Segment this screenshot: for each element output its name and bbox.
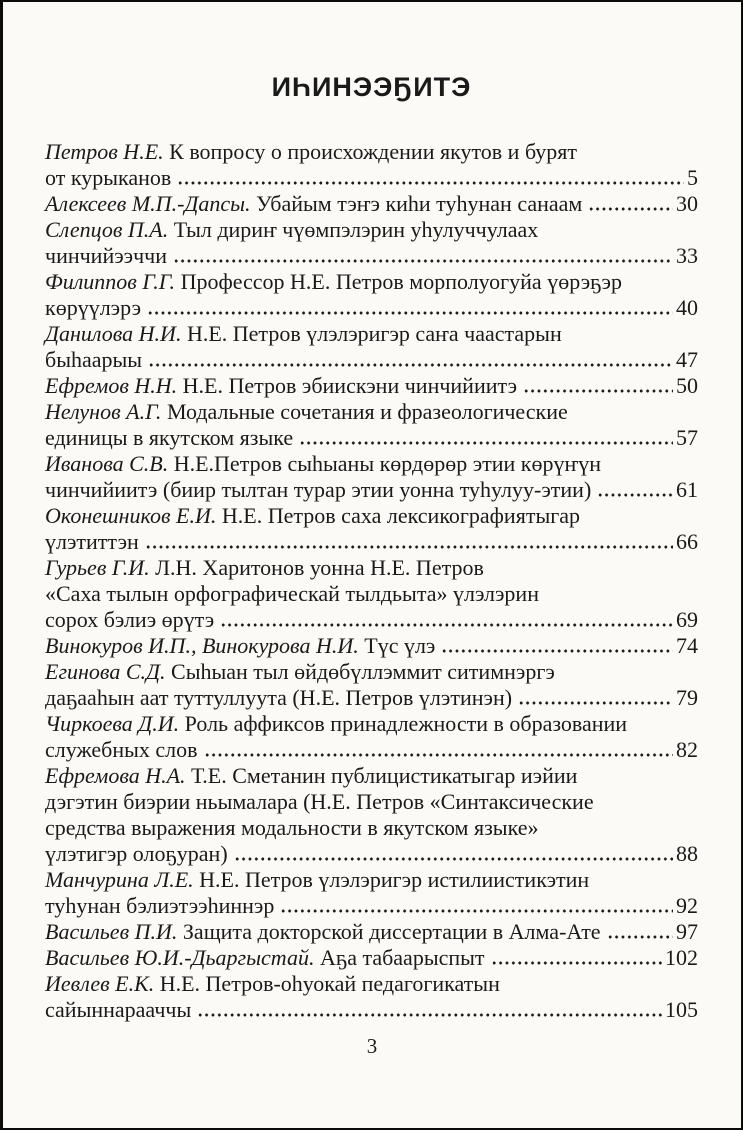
dot-leader	[597, 493, 673, 497]
toc-line	[45, 581, 698, 607]
toc-entry-text: Чиркоева Д.И. Роль аффиксов принадлежности в образовании	[45, 711, 628, 736]
toc-line	[45, 763, 698, 789]
toc-entry-text: Петров Н.Е. К вопросу о происхождении якутов и бурят	[45, 139, 578, 164]
toc-entry-author: Иевлев Е.К.	[45, 971, 155, 996]
toc-line	[45, 971, 698, 997]
toc-entry-text: чинчийиитэ (биир тылтан турар этии уонна туһулуу-этии)	[45, 477, 592, 502]
toc-entry-text: чинчийээччи	[45, 243, 168, 268]
toc-entry	[45, 763, 698, 867]
toc-line	[45, 997, 698, 1023]
toc-entry	[45, 451, 698, 503]
toc-page-number: 102	[665, 945, 698, 970]
toc-page-number: 5	[687, 165, 698, 190]
toc-entry-text: Манчурина Л.Е. Н.Е. Петров үлэлэригэр истилиистикэтин	[45, 867, 590, 892]
toc-entry-author: Филиппов Г.Г.	[45, 269, 176, 294]
toc-page-number: 105	[665, 997, 698, 1022]
dot-leader	[234, 857, 673, 861]
toc-line	[45, 659, 698, 685]
toc-entry-text: дэгэтин биэрии ньымалара (Н.Е. Петров «Синтаксические	[45, 789, 594, 814]
toc-entry-text: Алексеев М.П.-Дапсы. Убайым тэҥэ киһи туһунан санаам	[45, 191, 583, 216]
toc-page-number: 33	[676, 243, 698, 268]
dot-leader	[607, 935, 673, 939]
toc-line	[45, 919, 698, 945]
toc-line	[45, 815, 698, 841]
dot-leader	[491, 961, 662, 965]
toc-entry-text: туһунан бэлиэтээһиннэр	[45, 893, 275, 918]
toc-line	[45, 425, 698, 451]
toc-line	[45, 607, 698, 633]
toc-line	[45, 477, 698, 503]
toc-entry-author: Манчурина Л.Е.	[45, 867, 194, 892]
toc-entry	[45, 867, 698, 919]
toc-line	[45, 191, 698, 217]
toc-entry-text: средства выражения модальности в якутском языке»	[45, 815, 539, 840]
toc-entry-text: Васильев Ю.И.-Дьаргыстай. Аҕа табаарыспыт	[45, 945, 485, 970]
toc-entry-author: Петров Н.Е.	[45, 139, 164, 164]
toc-entry	[45, 633, 698, 659]
toc-entry-author: Данилова Н.И.	[45, 321, 182, 346]
toc-entry	[45, 269, 698, 321]
toc-entry-text: Нелунов А.Г. Модальные сочетания и фразеологические	[45, 399, 568, 424]
toc-entry	[45, 373, 698, 399]
page-number-footer: 3	[366, 1034, 378, 1058]
toc-line	[45, 165, 698, 191]
toc-entry-author: Винокуров И.П., Винокурова Н.И.	[45, 633, 359, 658]
toc-entry	[45, 971, 698, 1023]
toc-line	[45, 373, 698, 399]
toc-entry-text: Данилова Н.И. Н.Е. Петров үлэлэригэр саҥа чаастарын	[45, 321, 562, 346]
toc-entry	[45, 191, 698, 217]
toc-entry-author: Васильев П.И.	[45, 919, 178, 944]
toc-line	[45, 503, 698, 529]
toc-entry-text: от курыканов	[45, 165, 172, 190]
toc-entry	[45, 503, 698, 555]
toc-page-number: 50	[676, 373, 698, 398]
toc-entry-author: Ефремов Н.Н.	[45, 373, 178, 398]
toc-page-number: 66	[676, 529, 698, 554]
toc-entry-author: Нелунов А.Г.	[45, 399, 162, 424]
dot-leader	[148, 363, 673, 367]
toc-entry-author: Алексеев М.П.-Дапсы.	[45, 191, 251, 216]
toc-line	[45, 347, 698, 373]
toc-page-number: 30	[676, 191, 698, 216]
toc-entry	[45, 945, 698, 971]
dot-leader	[518, 701, 673, 705]
toc-entry-text: даҕааһын аат туттуллуута (Н.Е. Петров үлэтинэн)	[45, 685, 513, 710]
toc-line	[45, 945, 698, 971]
toc-entry	[45, 217, 698, 269]
dot-leader	[197, 1013, 662, 1017]
toc-entry-author: Васильев Ю.И.-Дьаргыстай.	[45, 945, 315, 970]
dot-leader	[147, 311, 673, 315]
toc-line	[45, 737, 698, 763]
toc-page-number: 57	[676, 425, 698, 450]
dot-leader	[173, 259, 673, 263]
toc-entry-text: сайыннарааччы	[45, 997, 192, 1022]
toc-line	[45, 399, 698, 425]
toc-line	[45, 685, 698, 711]
toc-entry-text: Гурьев Г.И. Л.Н. Харитонов уонна Н.Е. Петров	[45, 555, 484, 580]
dot-leader	[220, 623, 673, 627]
toc-entry	[45, 399, 698, 451]
toc-page-number: 92	[676, 893, 698, 918]
toc-entry	[45, 555, 698, 633]
toc-line	[45, 789, 698, 815]
toc-entry-text: сорох бэлиэ өрүтэ	[45, 607, 215, 632]
toc-line	[45, 269, 698, 295]
toc-entry	[45, 919, 698, 945]
toc-page-number: 40	[676, 295, 698, 320]
toc-entry-text: Иванова С.В. Н.Е.Петров сыһыаны көрдөрөр этии көрүҥүн	[45, 451, 601, 476]
toc-entry-text: «Саха тылын орфографическай тылдьыта» үлэлэрин	[45, 581, 539, 606]
dot-leader	[299, 441, 673, 445]
toc-entry-text: Ефремов Н.Н. Н.Е. Петров эбиискэни чинчийиитэ	[45, 373, 518, 398]
dot-leader	[204, 753, 673, 757]
toc-entry-text: Васильев П.И. Защита докторской диссертации в Алма-Ате	[45, 919, 601, 944]
toc-page-number: 88	[676, 841, 698, 866]
toc-line	[45, 451, 698, 477]
toc-entry-text: Винокуров И.П., Винокурова Н.И. Түс үлэ	[45, 633, 436, 658]
toc-page-number: 82	[676, 737, 698, 762]
toc-entry	[45, 711, 698, 763]
toc-entry-text: быһаарыы	[45, 347, 143, 372]
toc-line	[45, 243, 698, 269]
toc-entry	[45, 321, 698, 373]
toc-line	[45, 633, 698, 659]
dot-leader	[523, 389, 673, 393]
toc-entry-text: үлэтигэр олоҕуран)	[45, 841, 228, 866]
toc-list	[45, 139, 698, 1023]
toc-entry-author: Чиркоева Д.И.	[45, 711, 180, 736]
toc-entry-text: Оконешников Е.И. Н.Е. Петров саха лексикографиятыгар	[45, 503, 581, 528]
toc-entry	[45, 139, 698, 191]
toc-page-number: 97	[676, 919, 698, 944]
toc-page-number: 47	[676, 347, 698, 372]
toc-line	[45, 295, 698, 321]
toc-page-number: 79	[676, 685, 698, 710]
dot-leader	[441, 649, 673, 653]
toc-entry-author: Слепцов П.А.	[45, 217, 169, 242]
dot-leader	[280, 909, 673, 913]
toc-entry-text: единицы в якутском языке	[45, 425, 294, 450]
toc-line	[45, 893, 698, 919]
toc-line	[45, 841, 698, 867]
toc-entry-author: Иванова С.В.	[45, 451, 169, 476]
toc-line	[45, 711, 698, 737]
toc-line	[45, 217, 698, 243]
toc-line	[45, 321, 698, 347]
toc-page-number: 69	[676, 607, 698, 632]
toc-entry-text: көрүүлэрэ	[45, 295, 142, 320]
toc-entry-text: Слепцов П.А. Тыл дириҥ чүөмпэлэрин уһулуччулаах	[45, 217, 539, 242]
toc-line	[45, 555, 698, 581]
toc-entry-text: служебных слов	[45, 737, 198, 762]
toc-entry-text: Ефремова Н.А. Т.Е. Сметанин публицистикатыгар иэйии	[45, 763, 578, 788]
toc-entry-author: Егинова С.Д.	[45, 659, 166, 684]
toc-page-number: 74	[676, 633, 698, 658]
toc-line	[45, 139, 698, 165]
dot-leader	[145, 545, 673, 549]
toc-page-number: 61	[676, 477, 698, 502]
dot-leader	[588, 207, 673, 211]
toc-entry-text: Филиппов Г.Г. Профессор Н.Е. Петров морполуогуйа үөрэҕэр	[45, 269, 622, 294]
toc-entry-author: Ефремова Н.А.	[45, 763, 186, 788]
dot-leader	[177, 181, 684, 185]
toc-entry-author: Гурьев Г.И.	[45, 555, 150, 580]
toc-entry-text: Иевлев Е.К. Н.Е. Петров-оһуокай педагогикатын	[45, 971, 500, 996]
toc-entry-text: үлэтиттэн	[45, 529, 139, 554]
toc-line	[45, 867, 698, 893]
toc-line	[45, 529, 698, 555]
toc-entry-text: Егинова С.Д. Сыһыан тыл өйдөбүллэммит ситимнэргэ	[45, 659, 555, 684]
toc-entry	[45, 659, 698, 711]
toc-entry-author: Оконешников Е.И.	[45, 503, 217, 528]
page-title: ИҺИНЭЭҔИТЭ	[271, 72, 472, 102]
